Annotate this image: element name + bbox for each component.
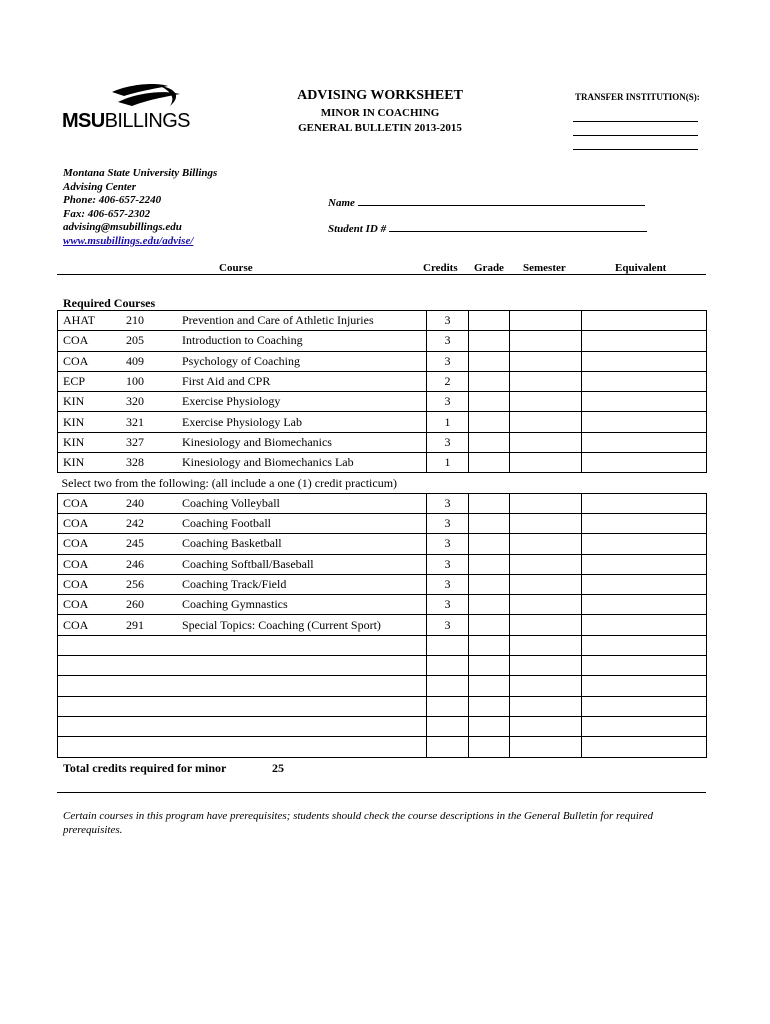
course-subject: COA xyxy=(58,595,127,615)
blank-cell[interactable] xyxy=(469,737,510,757)
website-link[interactable]: www.msubillings.edu/advise/ xyxy=(63,234,194,247)
grade-cell[interactable] xyxy=(469,493,510,513)
blank-cell[interactable] xyxy=(427,696,469,716)
transfer-institutions-label: TRANSFER INSTITUTION(S): xyxy=(575,92,700,102)
blank-cell[interactable] xyxy=(427,676,469,696)
grade-cell[interactable] xyxy=(469,331,510,351)
table-row xyxy=(58,554,707,574)
blank-cell[interactable] xyxy=(582,737,707,757)
table-row xyxy=(58,534,707,554)
course-title: Coaching Basketball xyxy=(182,534,427,554)
equivalent-cell[interactable] xyxy=(582,392,707,412)
transfer-line-3[interactable] xyxy=(573,149,698,150)
blank-cell[interactable] xyxy=(510,737,582,757)
semester-cell[interactable] xyxy=(510,513,582,533)
semester-cell[interactable] xyxy=(510,615,582,635)
equivalent-cell[interactable] xyxy=(582,574,707,594)
equivalent-cell[interactable] xyxy=(582,412,707,432)
course-credits: 3 xyxy=(427,493,469,513)
table-row xyxy=(58,331,707,351)
course-subject: AHAT xyxy=(58,311,127,331)
course-subject: COA xyxy=(58,574,127,594)
course-title: Introduction to Coaching xyxy=(182,331,427,351)
prerequisite-footnote: Certain courses in this program have prerequisites; students should check the course descriptions in the General Bulletin for required prerequisites. xyxy=(63,810,654,836)
course-number: 327 xyxy=(126,432,182,452)
blank-cell[interactable] xyxy=(510,716,582,736)
semester-cell[interactable] xyxy=(510,371,582,391)
course-number: 100 xyxy=(126,371,182,391)
course-credits: 3 xyxy=(427,392,469,412)
semester-cell[interactable] xyxy=(510,595,582,615)
grade-cell[interactable] xyxy=(469,432,510,452)
course-number: 240 xyxy=(126,493,182,513)
phone: Phone: 406-657-2240 xyxy=(63,194,162,207)
elective-note: Select two from the following: (all include a one (1) credit practicum) xyxy=(58,473,707,493)
table-row xyxy=(58,311,707,331)
grade-cell[interactable] xyxy=(469,595,510,615)
blank-cell[interactable] xyxy=(126,635,182,655)
course-number: 210 xyxy=(126,311,182,331)
blank-cell[interactable] xyxy=(469,676,510,696)
grade-cell[interactable] xyxy=(469,534,510,554)
blank-cell[interactable] xyxy=(510,656,582,676)
blank-cell[interactable] xyxy=(58,737,127,757)
course-credits: 3 xyxy=(427,534,469,554)
course-title: Exercise Physiology xyxy=(182,392,427,412)
blank-cell[interactable] xyxy=(510,676,582,696)
course-title: Coaching Football xyxy=(182,513,427,533)
course-subject: KIN xyxy=(58,432,127,452)
course-credits: 3 xyxy=(427,615,469,635)
grade-cell[interactable] xyxy=(469,412,510,432)
course-credits: 3 xyxy=(427,595,469,615)
elective-note-row xyxy=(58,473,707,493)
page-title: ADVISING WORKSHEET xyxy=(297,88,463,103)
table-row xyxy=(58,574,707,594)
semester-cell[interactable] xyxy=(510,534,582,554)
semester-cell[interactable] xyxy=(510,554,582,574)
table-row xyxy=(58,432,707,452)
grade-cell[interactable] xyxy=(469,392,510,412)
course-number: 409 xyxy=(126,351,182,371)
equivalent-cell[interactable] xyxy=(582,453,707,473)
center-name: Advising Center xyxy=(63,180,137,193)
logo-wordmark: MSUBILLINGS xyxy=(62,110,190,132)
blank-cell[interactable] xyxy=(510,635,582,655)
table-row xyxy=(58,412,707,432)
blank-cell[interactable] xyxy=(582,676,707,696)
table-row xyxy=(58,351,707,371)
page-subtitle: MINOR IN COACHING xyxy=(320,107,440,119)
equivalent-cell[interactable] xyxy=(582,615,707,635)
course-credits: 3 xyxy=(427,351,469,371)
blank-cell[interactable] xyxy=(58,716,127,736)
blank-cell[interactable] xyxy=(58,635,127,655)
semester-cell[interactable] xyxy=(510,351,582,371)
blank-cell[interactable] xyxy=(582,656,707,676)
blank-cell[interactable] xyxy=(510,696,582,716)
blank-cell[interactable] xyxy=(126,696,182,716)
semester-cell[interactable] xyxy=(510,311,582,331)
course-number: 321 xyxy=(126,412,182,432)
grade-cell[interactable] xyxy=(469,371,510,391)
course-title: Kinesiology and Biomechanics xyxy=(182,432,427,452)
transfer-line-2[interactable] xyxy=(573,135,698,136)
semester-cell[interactable] xyxy=(510,432,582,452)
semester-cell[interactable] xyxy=(510,574,582,594)
blank-cell[interactable] xyxy=(469,656,510,676)
name-line[interactable] xyxy=(358,196,645,206)
course-title: Psychology of Coaching xyxy=(182,351,427,371)
blank-cell[interactable] xyxy=(582,696,707,716)
course-subject: ECP xyxy=(58,371,127,391)
course-credits: 3 xyxy=(427,554,469,574)
grade-cell[interactable] xyxy=(469,574,510,594)
course-number: 291 xyxy=(126,615,182,635)
equivalent-cell[interactable] xyxy=(582,432,707,452)
org-name: Montana State University Billings xyxy=(63,167,218,179)
blank-cell[interactable] xyxy=(58,656,127,676)
grade-cell[interactable] xyxy=(469,554,510,574)
semester-cell[interactable] xyxy=(510,392,582,412)
semester-cell[interactable] xyxy=(510,493,582,513)
course-subject: COA xyxy=(58,493,127,513)
grade-cell[interactable] xyxy=(469,351,510,371)
msu-billings-logo xyxy=(62,82,212,134)
blank-cell[interactable] xyxy=(126,656,182,676)
blank-cell[interactable] xyxy=(182,656,427,676)
blank-cell[interactable] xyxy=(182,737,427,757)
equivalent-cell[interactable] xyxy=(582,595,707,615)
equivalent-cell[interactable] xyxy=(582,371,707,391)
header-divider xyxy=(57,274,706,275)
course-credits: 3 xyxy=(427,331,469,351)
bottom-divider xyxy=(57,792,706,793)
course-number: 242 xyxy=(126,513,182,533)
swoosh-icon xyxy=(110,82,210,112)
blank-cell[interactable] xyxy=(58,696,127,716)
course-subject: COA xyxy=(58,351,127,371)
grade-cell[interactable] xyxy=(469,453,510,473)
course-title: Kinesiology and Biomechanics Lab xyxy=(182,453,427,473)
col-equivalent: Equivalent xyxy=(615,262,667,274)
course-title: Coaching Gymnastics xyxy=(182,595,427,615)
required-courses-label: Required Courses xyxy=(63,296,156,310)
blank-cell[interactable] xyxy=(182,676,427,696)
course-title: Prevention and Care of Athletic Injuries xyxy=(182,311,427,331)
email: advising@msubillings.edu xyxy=(63,221,182,234)
course-credits: 2 xyxy=(427,371,469,391)
course-credits: 3 xyxy=(427,311,469,331)
table-row xyxy=(58,392,707,412)
equivalent-cell[interactable] xyxy=(582,493,707,513)
course-subject: KIN xyxy=(58,412,127,432)
blank-row[interactable] xyxy=(58,737,707,757)
blank-row[interactable] xyxy=(58,696,707,716)
blank-cell[interactable] xyxy=(469,696,510,716)
equivalent-cell[interactable] xyxy=(582,311,707,331)
blank-cell[interactable] xyxy=(126,676,182,696)
name-field[interactable] xyxy=(328,196,645,209)
course-number: 245 xyxy=(126,534,182,554)
course-subject: COA xyxy=(58,615,127,635)
bulletin-label: GENERAL BULLETIN 2013-2015 xyxy=(298,122,462,134)
grade-cell[interactable] xyxy=(469,615,510,635)
course-number: 328 xyxy=(126,453,182,473)
course-subject: KIN xyxy=(58,392,127,412)
fax: Fax: 406-657-2302 xyxy=(63,207,151,220)
blank-cell[interactable] xyxy=(126,737,182,757)
course-number: 256 xyxy=(126,574,182,594)
worksheet-title-block xyxy=(280,88,480,134)
student-id-field[interactable] xyxy=(328,222,647,235)
course-table xyxy=(57,310,707,758)
course-subject: COA xyxy=(58,513,127,533)
blank-cell[interactable] xyxy=(182,696,427,716)
col-semester: Semester xyxy=(523,262,566,274)
blank-cell[interactable] xyxy=(427,635,469,655)
course-title: Coaching Softball/Baseball xyxy=(182,554,427,574)
course-number: 260 xyxy=(126,595,182,615)
table-row xyxy=(58,371,707,391)
course-subject: COA xyxy=(58,534,127,554)
course-title: First Aid and CPR xyxy=(182,371,427,391)
table-row xyxy=(58,595,707,615)
equivalent-cell[interactable] xyxy=(582,351,707,371)
blank-cell[interactable] xyxy=(182,635,427,655)
col-grade: Grade xyxy=(474,262,504,274)
blank-cell[interactable] xyxy=(182,716,427,736)
blank-cell[interactable] xyxy=(58,676,127,696)
table-row xyxy=(58,493,707,513)
blank-cell[interactable] xyxy=(469,635,510,655)
transfer-line-1[interactable] xyxy=(573,121,698,122)
course-title: Exercise Physiology Lab xyxy=(182,412,427,432)
blank-cell[interactable] xyxy=(582,716,707,736)
contact-info xyxy=(63,167,217,249)
blank-cell[interactable] xyxy=(427,656,469,676)
course-subject: KIN xyxy=(58,453,127,473)
blank-row[interactable] xyxy=(58,716,707,736)
blank-row[interactable] xyxy=(58,676,707,696)
course-subject: COA xyxy=(58,331,127,351)
blank-cell[interactable] xyxy=(427,716,469,736)
course-number: 205 xyxy=(126,331,182,351)
table-row xyxy=(58,615,707,635)
course-credits: 3 xyxy=(427,513,469,533)
semester-cell[interactable] xyxy=(510,453,582,473)
col-credits: Credits xyxy=(423,262,458,274)
grade-cell[interactable] xyxy=(469,311,510,331)
name-label: Name xyxy=(328,197,355,209)
blank-cell[interactable] xyxy=(469,716,510,736)
course-title: Coaching Volleyball xyxy=(182,493,427,513)
blank-cell[interactable] xyxy=(126,716,182,736)
table-row xyxy=(58,513,707,533)
course-credits: 1 xyxy=(427,453,469,473)
semester-cell[interactable] xyxy=(510,331,582,351)
blank-row[interactable] xyxy=(58,635,707,655)
blank-cell[interactable] xyxy=(582,635,707,655)
student-id-label: Student ID # xyxy=(328,223,387,235)
col-course: Course xyxy=(219,262,253,274)
course-title: Special Topics: Coaching (Current Sport) xyxy=(182,615,427,635)
course-credits: 3 xyxy=(427,432,469,452)
grade-cell[interactable] xyxy=(469,513,510,533)
equivalent-cell[interactable] xyxy=(582,534,707,554)
blank-cell[interactable] xyxy=(427,737,469,757)
course-number: 246 xyxy=(126,554,182,574)
blank-row[interactable] xyxy=(58,656,707,676)
course-number: 320 xyxy=(126,392,182,412)
semester-cell[interactable] xyxy=(510,412,582,432)
course-credits: 3 xyxy=(427,574,469,594)
equivalent-cell[interactable] xyxy=(582,554,707,574)
total-credits-value: 25 xyxy=(272,761,284,775)
equivalent-cell[interactable] xyxy=(582,513,707,533)
equivalent-cell[interactable] xyxy=(582,331,707,351)
course-subject: COA xyxy=(58,554,127,574)
course-title: Coaching Track/Field xyxy=(182,574,427,594)
total-credits-label: Total credits required for minor xyxy=(63,761,227,775)
table-row xyxy=(58,453,707,473)
student-id-line[interactable] xyxy=(389,222,647,232)
course-credits: 1 xyxy=(427,412,469,432)
